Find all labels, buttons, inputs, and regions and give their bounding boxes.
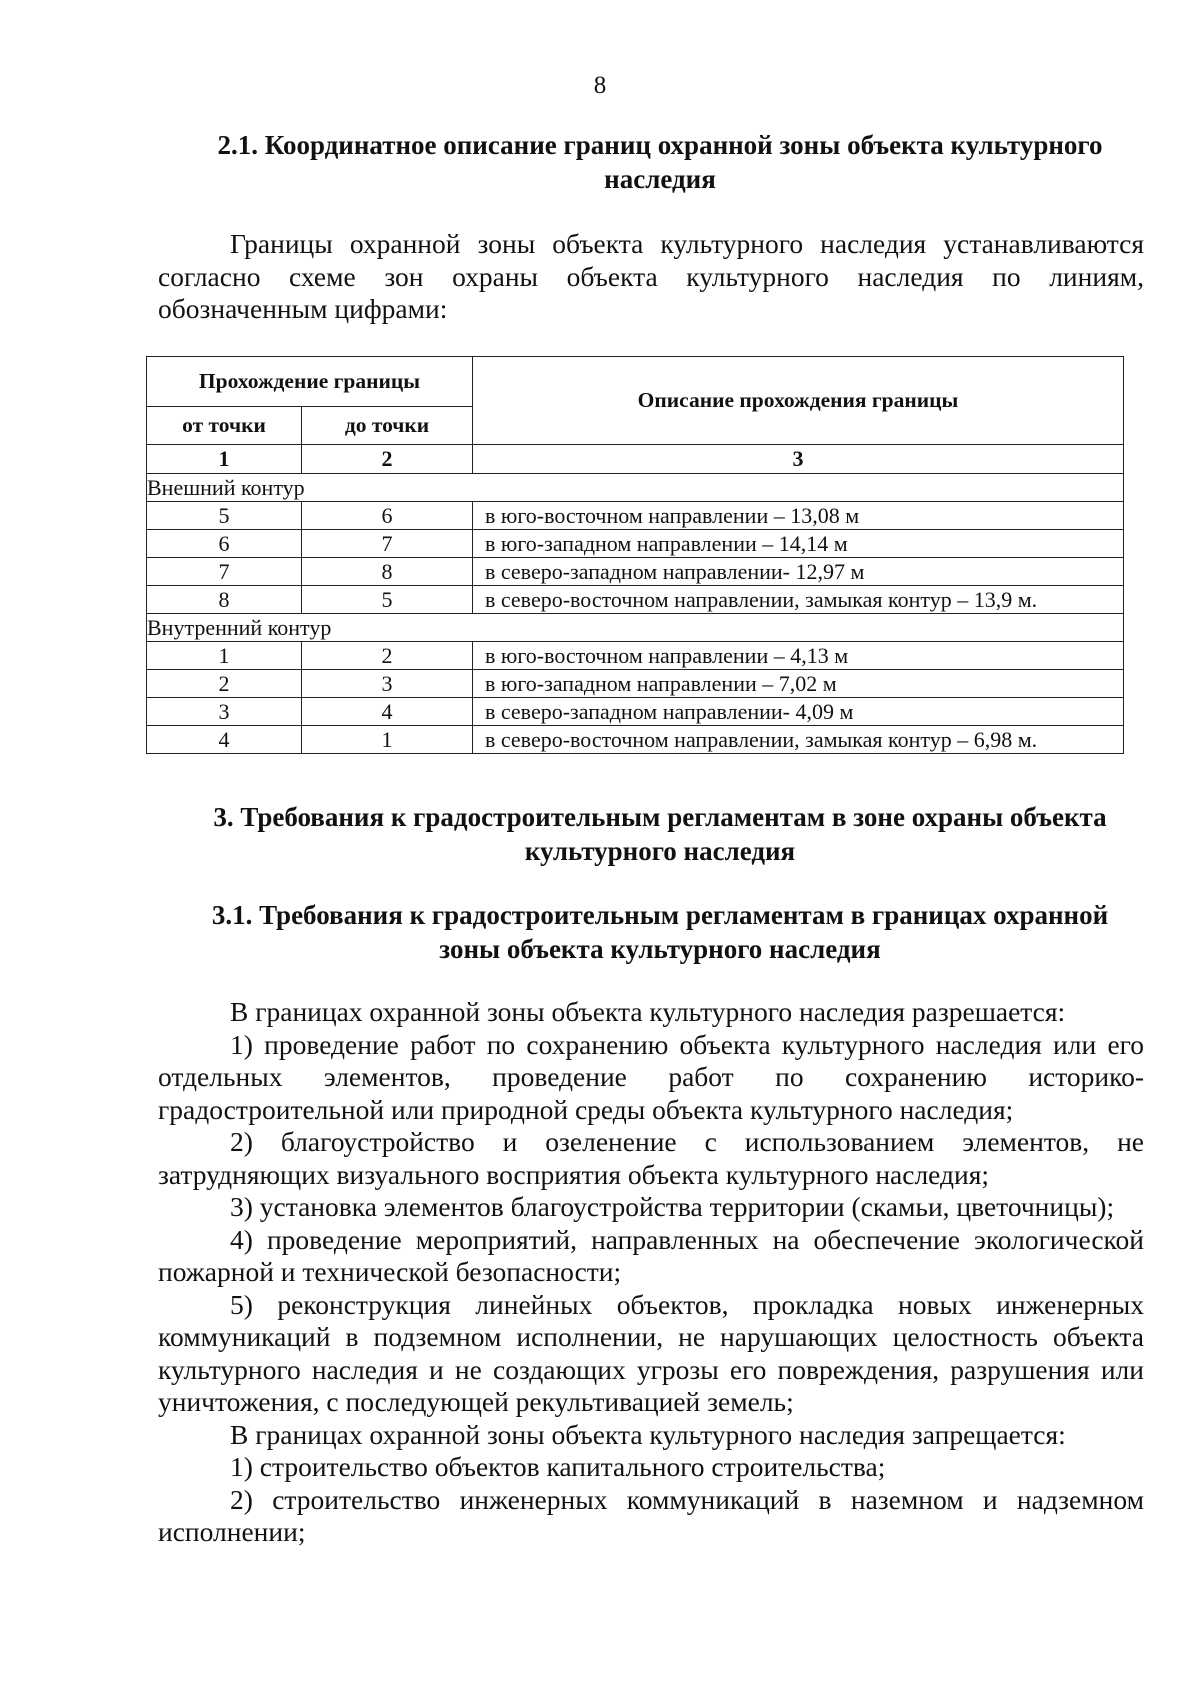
from-point-cell: 1	[147, 642, 302, 670]
from-point-cell: 3	[147, 698, 302, 726]
intro-line3: обозначенным цифрами:	[158, 293, 448, 324]
heading-3-1-line1: 3.1. Требования к градостроительным регламентам в границах охранной	[211, 900, 1109, 930]
table-row	[147, 530, 1124, 558]
description-cell: в северо-западном направлении- 12,97 м	[473, 558, 1124, 586]
to-point-cell: 5	[302, 586, 473, 614]
column-number-1: 1	[147, 445, 302, 474]
from-point-cell: 4	[147, 726, 302, 754]
heading-2-1-line2: наследия	[604, 164, 716, 194]
heading-3-line2: культурного наследия	[524, 836, 796, 866]
from-point-cell: 7	[147, 558, 302, 586]
description-cell: в юго-восточном направлении – 13,08 м	[473, 502, 1124, 530]
allowed-item-5: 5) реконструкция линейных объектов, прокладка новых инженерных коммуникаций в подземном исполнении, не нарушающих целостность объекта культурного наследия и не создающих угрозы его повреждения, разрушения или уничтожения, с последующей рекультивацией земель;	[158, 1288, 1144, 1417]
boundary-table	[146, 356, 1124, 754]
to-point-cell: 3	[302, 670, 473, 698]
table-row	[147, 698, 1124, 726]
to-point-cell: 8	[302, 558, 473, 586]
from-point-cell: 8	[147, 586, 302, 614]
from-point-cell: 5	[147, 502, 302, 530]
to-point-cell: 1	[302, 726, 473, 754]
table-row	[147, 642, 1124, 670]
page-number: 8	[593, 72, 607, 99]
allowed-item-2: 2) благоустройство и озеленение с использованием элементов, не затрудняющих визуального восприятия объекта культурного наследия;	[158, 1126, 1144, 1190]
heading-3-line1: 3. Требования к градостроительным регламентам в зоне охраны объекта	[213, 802, 1107, 832]
allowed-item-4: 4) проведение мероприятий, направленных на обеспечение экологической пожарной и технической безопасности;	[158, 1223, 1144, 1287]
to-point-cell: 2	[302, 642, 473, 670]
body-text	[158, 996, 1144, 1549]
column-number-3: 3	[473, 445, 1124, 474]
from-point-cell: 2	[147, 670, 302, 698]
inner-contour-label: Внутренний контур	[147, 614, 1124, 642]
description-cell: в северо-западном направлении- 4,09 м	[473, 698, 1124, 726]
description-cell: в юго-восточном направлении – 4,13 м	[473, 642, 1124, 670]
from-point-cell: 6	[147, 530, 302, 558]
heading-3	[180, 800, 1140, 868]
to-point-cell: 7	[302, 530, 473, 558]
forbidden-intro: В границах охранной зоны объекта культурного наследия запрещается:	[230, 1418, 1066, 1450]
to-point-cell: 4	[302, 698, 473, 726]
heading-2-1	[180, 128, 1140, 196]
allowed-intro: В границах охранной зоны объекта культурного наследия разрешается:	[230, 996, 1066, 1027]
heading-3-1	[180, 898, 1140, 966]
description-cell: в северо-восточном направлении, замыкая контур – 13,9 м.	[473, 586, 1124, 614]
header-from-point: от точки	[147, 407, 302, 445]
table-row	[147, 586, 1124, 614]
table-row	[147, 726, 1124, 754]
table-row	[147, 670, 1124, 698]
description-cell: в юго-западном направлении – 14,14 м	[473, 530, 1124, 558]
allowed-item-1: 1) проведение работ по сохранению объекта культурного наследия или его отдельных элементов, проведение работ по сохранению историко-градостроительной или природной среды объекта культурного наследия;	[158, 1028, 1144, 1125]
allowed-item-3: 3) установка элементов благоустройства территории (скамьи, цветочницы);	[230, 1191, 1115, 1222]
header-boundary-passage: Прохождение границы	[147, 357, 473, 407]
heading-2-1-line1: 2.1. Координатное описание границ охранной зоны объекта культурного	[217, 130, 1103, 160]
intro-line2: согласно схеме зон охраны объекта культурного наследия по линиям,	[158, 260, 1144, 292]
header-description: Описание прохождения границы	[473, 357, 1124, 445]
forbidden-item-2: 2) строительство инженерных коммуникаций в наземном и надземном исполнении;	[158, 1483, 1144, 1547]
heading-3-1-line2: зоны объекта культурного наследия	[439, 934, 881, 964]
table-row	[147, 558, 1124, 586]
column-number-2: 2	[302, 445, 473, 474]
description-cell: в юго-западном направлении – 7,02 м	[473, 670, 1124, 698]
table-row	[147, 502, 1124, 530]
forbidden-item-1: 1) строительство объектов капитального строительства;	[230, 1451, 886, 1482]
outer-contour-label: Внешний контур	[147, 474, 1124, 502]
intro-line1: Границы охранной зоны объекта культурного наследия устанавливаются	[230, 228, 1144, 259]
description-cell: в северо-восточном направлении, замыкая контур – 6,98 м.	[473, 726, 1124, 754]
intro-paragraph	[158, 228, 1144, 326]
to-point-cell: 6	[302, 502, 473, 530]
header-to-point: до точки	[302, 407, 473, 445]
